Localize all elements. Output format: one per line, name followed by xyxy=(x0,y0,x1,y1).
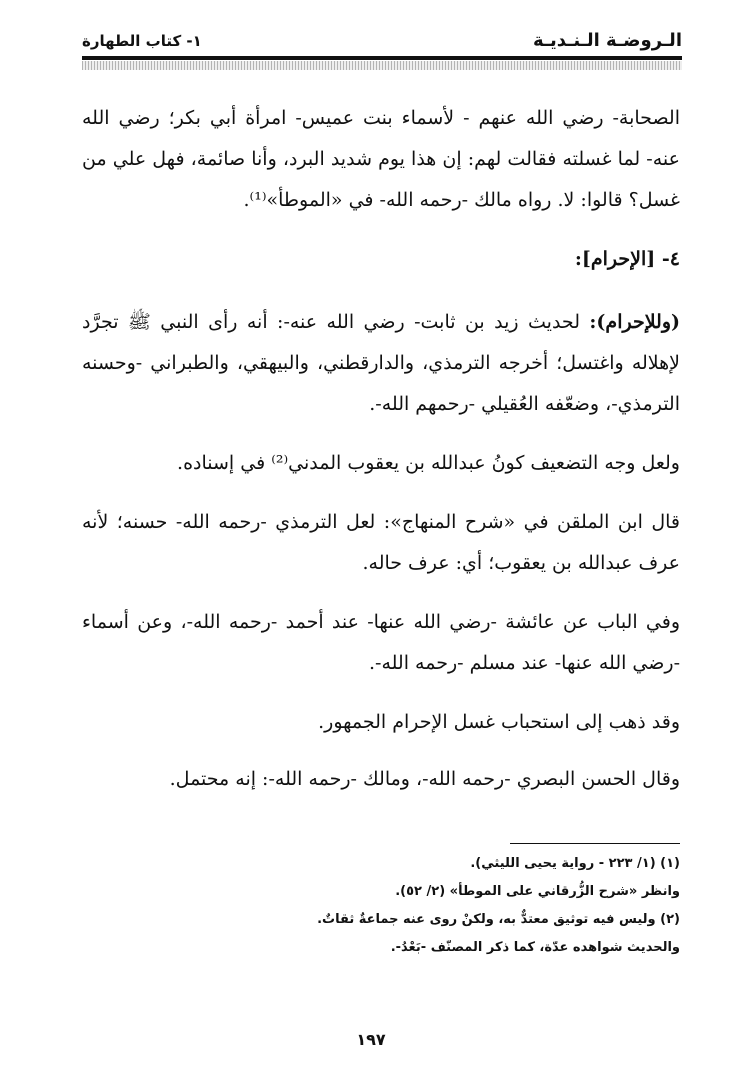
footnote-1-cont: وانظر «شرح الزُّرقاني على الموطأ» (٢/ ٥٢). xyxy=(395,884,680,899)
book-title: الـروضـة الـنـديـة xyxy=(532,30,682,51)
section-heading: ٤- [الإحرام]: xyxy=(574,248,680,270)
footnote-2: (٢) وليس فيه توثيق معتدٌّ به، ولكنْ روى عنه جماعةٌ ثقاتٌ. xyxy=(317,912,680,927)
paragraph-5: وفي الباب عن عائشة -رضي الله عنها- عند أحمد -رحمه الله-، وعن أسماء -رضي الله عنها- عند مسلم -رحمه الله-. xyxy=(82,611,680,674)
footnote-separator xyxy=(510,843,680,844)
paragraph-2 xyxy=(82,302,680,425)
footnote-2-cont: والحديث شواهده عدّة، كما ذكر المصنّف -بَعْدُ-. xyxy=(390,940,680,955)
main-text xyxy=(82,98,680,818)
header-rule xyxy=(82,56,682,60)
paragraph-2-text: لحديث زيد بن ثابت- رضي الله عنه-: أنه رأى النبي ﷺ تجرَّد لإهلاله واغتسل؛ أخرجه الترمذي، والدارقطني، والبيهقي، والطبراني -وحسنه الترمذي-، وضعّفه العُقيلي -رحمهم الله-. xyxy=(82,311,680,415)
running-header xyxy=(82,30,682,58)
paragraph-6: وقد ذهب إلى استحباب غسل الإحرام الجمهور. xyxy=(318,711,680,733)
page-number: ١٩٧ xyxy=(356,1030,386,1049)
footnote-1: (١) (١/ ٢٢٣ - رواية يحيى الليثي). xyxy=(470,856,680,871)
paragraph-1: الصحابة- رضي الله عنهم - لأسماء بنت عميس- امرأة أبي بكر؛ رضي الله عنه- لما غسلته فقالت لهم: إن هذا يوم شديد البرد، وأنا صائمة، فهل علي من غسل؟ قالوا: لا. رواه مالك -رحمه الله- في «الموطأ»⁽¹⁾. xyxy=(82,107,680,211)
paragraph-7: وقال الحسن البصري -رحمه الله-، ومالك -رحمه الله-: إنه محتمل. xyxy=(169,768,680,790)
paragraph-2-lead: (وللإحرام): xyxy=(589,311,680,333)
chapter-title: ١- كتاب الطهارة xyxy=(82,32,202,50)
header-rule-shade xyxy=(82,61,682,70)
footnotes xyxy=(82,850,680,962)
paragraph-3: ولعل وجه التضعيف كونُ عبدالله بن يعقوب المدني⁽²⁾ في إسناده. xyxy=(177,452,680,474)
paragraph-4: قال ابن الملقن في «شرح المنهاج»: لعل الترمذي -رحمه الله- حسنه؛ لأنه عرف عبدالله بن يعقوب؛ أي: عرف حاله. xyxy=(82,511,681,574)
